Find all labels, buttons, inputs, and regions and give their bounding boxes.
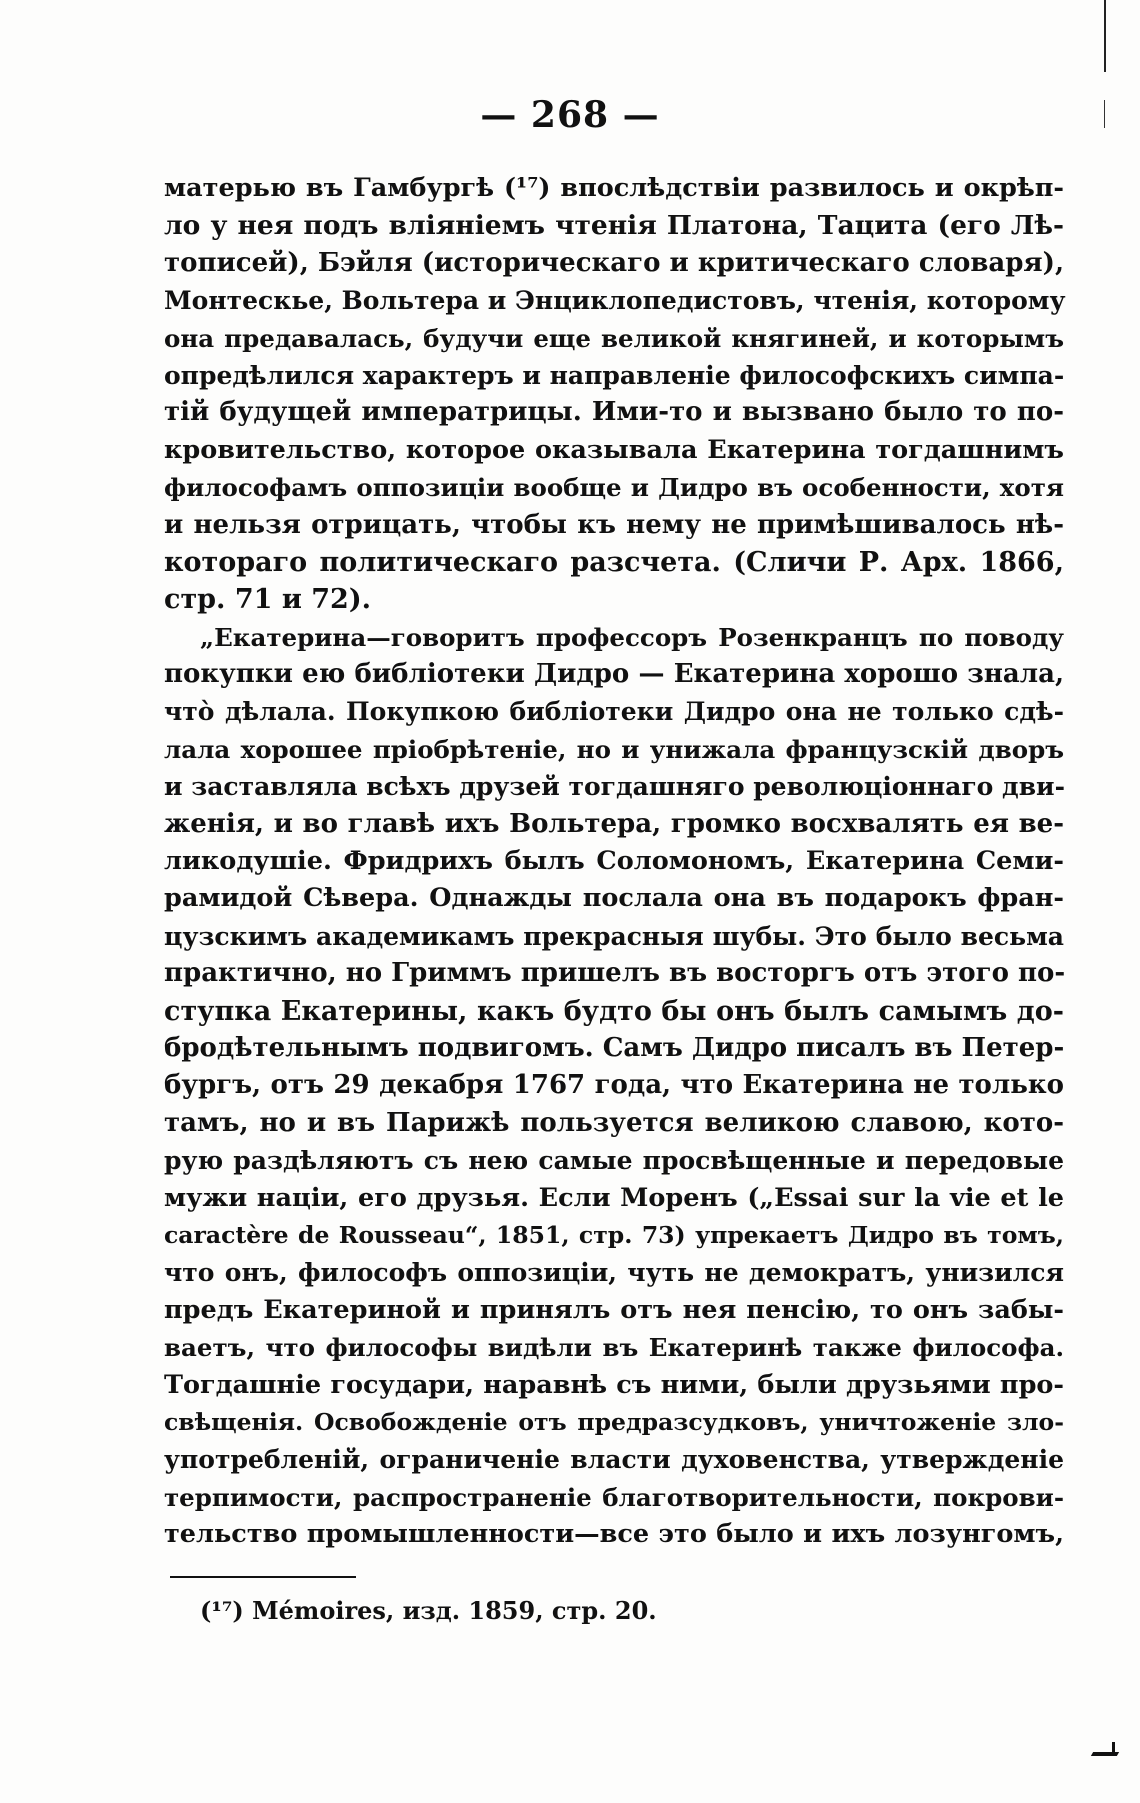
text-line: и заставляла всѣхъ друзей тогдашняго революціоннаго дви- [164, 772, 1065, 802]
text-line: опредѣлился характеръ и направленіе философскихъ симпа- [164, 360, 1065, 390]
text-line: Монтескье, Вольтера и Энциклопедистовъ, чтенія, которому [164, 286, 1066, 316]
scan-corner-mark [1112, 1742, 1115, 1756]
text-line: рую раздѣляютъ съ нею самые просвѣщенные и передовые [164, 1146, 1064, 1176]
text-line: рамидой Сѣвера. Однажды послала она въ подарокъ фран- [164, 883, 1064, 914]
text-line: котораго политическаго разсчета. (Сличи Р. Арх. 1866, [164, 546, 1064, 578]
text-line: лала хорошее пріобрѣтеніе, но и унижала французскій дворъ [164, 734, 1064, 764]
text-line: „Екатерина—говоритъ профессоръ Розенкранцъ по поводу [200, 622, 1064, 652]
text-line: ликодушіе. Фридрихъ былъ Соломономъ, Екатерина Семи- [164, 846, 1064, 877]
text-line: философамъ оппозиціи вообще и Дидро въ особенности, хотя [164, 473, 1064, 503]
page-number: — 268 — [480, 94, 660, 136]
text-line: ло у нея подъ вліяніемъ чтенія Платона, Тацита (его Лѣ- [164, 210, 1064, 242]
footnote: (¹⁷) Mémoires, изд. 1859, стр. 20. [200, 1596, 657, 1625]
text-line: тописей), Бэйля (историческаго и критическаго словаря), [164, 247, 1064, 278]
text-line: ваетъ, что философы видѣли въ Екатеринѣ также философа. [164, 1333, 1064, 1363]
text-line: тельство промышленности—все это было и ихъ лозунгомъ, [164, 1519, 1064, 1550]
text-line: практично, но Гриммъ пришелъ въ восторгъ отъ этого по- [164, 958, 1066, 989]
text-line: бургъ, отъ 29 декабря 1767 года, что Екатерина не только [164, 1070, 1064, 1101]
text-line: кровительство, которое оказывала Екатерина тогдашнимъ [164, 434, 1064, 465]
text-line: терпимости, распространеніе благотворительности, покрови- [164, 1482, 1064, 1512]
scan-edge-line [1104, 0, 1106, 72]
text-line: что онъ, философъ оппозиціи, чуть не демократъ, унизился [164, 1258, 1064, 1288]
text-line: она предавалась, будучи еще великой княгиней, и которымъ [164, 323, 1064, 353]
text-line: цузскимъ академикамъ прекрасныя шубы. Это было весьма [164, 921, 1064, 951]
footnote-divider [170, 1576, 356, 1578]
text-line: стр. 71 и 72). [164, 584, 371, 616]
text-line: тій будущей императрицы. Ими-то и вызвано было то по- [164, 397, 1064, 428]
text-line: и нельзя отрицать, чтобы къ нему не примѣшивалось нѣ- [164, 509, 1064, 540]
text-line: что̀ дѣлала. Покупкою библіотеки Дидро она не только сдѣ- [164, 697, 1064, 727]
text-line: Тогдашніе государи, наравнѣ съ ними, были друзьями про- [164, 1369, 1064, 1400]
text-line: женія, и во главѣ ихъ Вольтера, громко восхвалять ея ве- [164, 808, 1064, 839]
text-line: тамъ, но и въ Парижѣ пользуется великою славою, кото- [164, 1107, 1064, 1138]
text-line: свѣщенія. Освобожденіе отъ предразсудковъ, уничтоженіе зло- [164, 1407, 1064, 1436]
text-line: caractère de Rousseau“, 1851, стр. 73) упрекаетъ Дидро въ томъ, [164, 1220, 1064, 1249]
text-line: ступка Екатерины, какъ будто бы онъ былъ самымъ до- [164, 995, 1064, 1027]
text-line: матерью въ Гамбургѣ (¹⁷) впослѣдствіи развилось и окрѣп- [164, 173, 1064, 203]
text-line: предъ Екатериной и принялъ отъ нея пенсію, то онъ забы- [164, 1294, 1064, 1325]
text-line: бродѣтельнымъ подвигомъ. Самъ Дидро писалъ въ Петер- [164, 1032, 1065, 1063]
paragraph-1 [164, 170, 1064, 619]
text-line: употребленій, ограниченіе власти духовенства, утвержденіе [164, 1445, 1064, 1475]
text-line: покупки ею библіотеки Дидро — Екатерина хорошо знала, [164, 659, 1064, 690]
paragraph-2 [164, 619, 1064, 1554]
text-line: мужи націи, его друзья. Если Моренъ („Essai sur la vie et le [164, 1182, 1064, 1213]
body-text [164, 170, 1064, 1553]
